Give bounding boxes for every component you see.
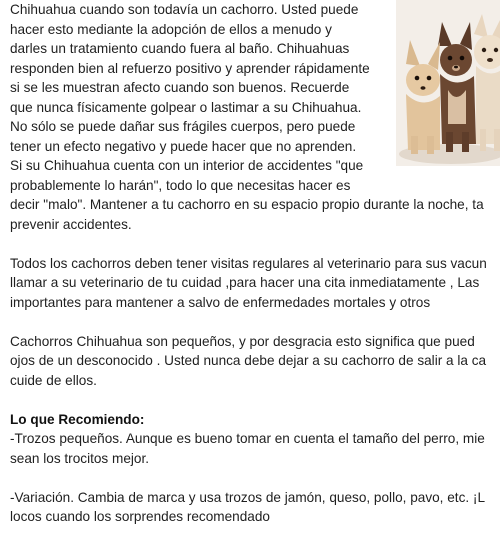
size-paragraph bbox=[10, 332, 500, 391]
text-line: importantes para mantener a salvo de enfermedades mortales y otros bbox=[10, 294, 431, 310]
text-line: Todos los cachorros deben tener visitas regulares al veterinario para sus vacun bbox=[10, 255, 487, 271]
paragraph-spacer bbox=[10, 312, 500, 332]
text-line: ojos de un desconocido . Usted nunca debe dejar a su cachorro de salir a la ca bbox=[10, 353, 487, 368]
chihuahua-puppies-photo bbox=[396, 0, 500, 166]
text-line: -Trozos pequeños. Aunque es bueno tomar en cuenta el tamaño del perro, mie bbox=[10, 431, 485, 446]
paragraph-spacer bbox=[10, 468, 500, 488]
text-line: tener un efecto negativo y puede hacer que no aprenden. bbox=[10, 138, 357, 154]
text-line: locos cuando los sorprendes recomendado bbox=[10, 509, 270, 524]
text-line: -Variación. Cambia de marca y usa trozos de jamón, queso, pollo, pavo, etc. ¡L bbox=[10, 489, 486, 505]
text-line: No sólo se puede dañar sus frágiles cuerpos, pero puede bbox=[10, 119, 356, 134]
text-line: Si su Chihuahua cuenta con un interior de accidentes "que bbox=[10, 158, 364, 173]
text-line: llamar a su veterinario de tu cuidad ,para hacer una cita inmediatamente , Las bbox=[10, 275, 480, 290]
vet-paragraph bbox=[10, 254, 500, 313]
text-line: decir "malo". Mantener a tu cachorro en su espacio propio durante la noche, ta bbox=[10, 197, 484, 212]
paragraph-spacer bbox=[10, 390, 500, 410]
text-line: responden bien al refuerzo positivo y aprender rápidamente bbox=[10, 60, 370, 76]
text-line: sean los trocitos mejor. bbox=[10, 450, 150, 466]
text-line: probablemente lo harán", todo lo que necesitas hacer es bbox=[10, 177, 351, 193]
text-line: cuide de ellos. bbox=[10, 372, 97, 388]
recommend-heading: Lo que Recomiendo: bbox=[10, 411, 145, 427]
text-line: darles un tratamiento cuando fuera al baño. Chihuahuas bbox=[10, 41, 350, 56]
paragraph-spacer bbox=[10, 234, 500, 254]
text-line: prevenir accidentes. bbox=[10, 216, 132, 232]
text-line: hacer esto mediante la adopción de ellos a menudo y bbox=[10, 21, 332, 37]
text-line: que nunca físicamente golpear o lastimar a su Chihuahua. bbox=[10, 99, 362, 115]
text-line: Cachorros Chihuahua son pequeños, y por desgracia esto significa que pued bbox=[10, 333, 475, 349]
text-line: si se les muestran afecto cuando son buenos. Recuerde bbox=[10, 80, 350, 95]
text-line: Chihuahua cuando son todavía un cachorro. Usted puede bbox=[10, 2, 359, 17]
variation-paragraph bbox=[10, 488, 500, 527]
recommend-section bbox=[10, 410, 500, 469]
